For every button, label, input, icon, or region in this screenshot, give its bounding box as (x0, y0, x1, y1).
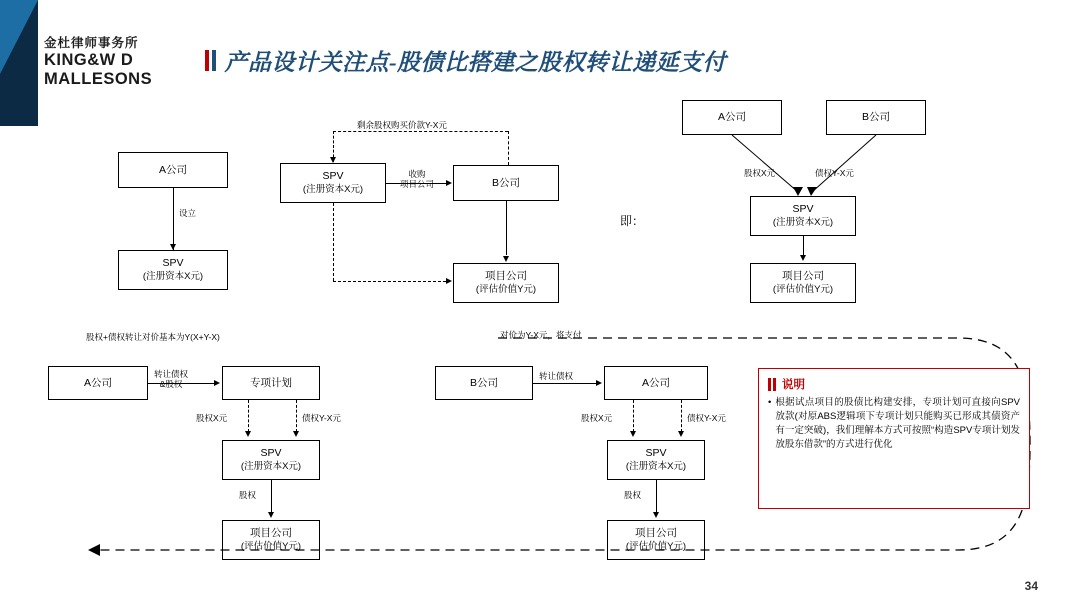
g2-spv-to-b-arrow (446, 180, 452, 186)
g4-a-to-plan-arrow (214, 380, 220, 386)
g2-box-spv-label: SPV (322, 170, 344, 182)
g2-dashed-top-right-riser (508, 131, 509, 165)
note-bullet-icon: • (768, 397, 772, 408)
brand-corner-graphic (0, 0, 38, 126)
g4-dashed-equity-line (248, 400, 249, 432)
g5-label-equity-x: 股权X元 (581, 413, 613, 423)
g4-box-project-company-label: 项目公司 (250, 527, 292, 539)
note-body (768, 396, 1020, 452)
g3-label-debt-yx: 债权Y-X元 (815, 168, 854, 178)
g4-box-special-plan (222, 366, 320, 400)
connector-word: 即： (620, 214, 645, 228)
note-header (768, 376, 1020, 392)
page-title-text: 产品设计关注点-股债比搭建之股权转让递延支付 (224, 50, 727, 75)
g5-box-project-company-sublabel: (评估价值Y元) (625, 541, 687, 552)
g2-dashed-top-line (333, 131, 508, 132)
g2-b-to-project-line (506, 201, 507, 255)
title-marker-icon (205, 50, 216, 71)
g4-label-transfer-consideration: 股权+债权转让对价基本为Y(X+Y-X) (86, 332, 220, 342)
brand-name-en-line2: MALLESONS (44, 70, 153, 88)
g4-box-a-company (48, 366, 148, 400)
g4-spv-to-project-arrow (268, 512, 274, 518)
g4-box-project-company (222, 520, 320, 560)
g5-box-spv (607, 440, 705, 480)
g5-dashed-equity-line (633, 400, 634, 432)
g3-box-spv-sublabel: (注册资本X元) (772, 217, 834, 228)
g4-label-equity-x: 股权X元 (196, 413, 228, 423)
g5-label-transfer-debt: 转让债权 (539, 371, 574, 381)
g2-dashed-bottom-riser (333, 203, 334, 281)
g5-label-consideration: 对价为Y-X元，将支付 (500, 330, 582, 340)
g4-label-equity: 股权 (239, 490, 257, 500)
g5-box-a-company (604, 366, 708, 400)
g5-dashed-debt-line (681, 400, 682, 432)
g2-box-project-company-sublabel: (评估价值Y元) (475, 284, 537, 295)
brand-name-cn: 金杜律师事务所 (44, 36, 139, 50)
g5-box-b-company (435, 366, 533, 400)
g3-box-b-company-label: B公司 (861, 111, 890, 123)
g3-box-spv (750, 196, 856, 236)
g1-label-establish: 设立 (179, 208, 197, 218)
g2-label-remaining-equity-price: 剩余股权购买价款Y-X元 (357, 120, 447, 130)
g2-box-spv-sublabel: (注册资本X元) (302, 184, 364, 195)
g5-box-spv-label: SPV (645, 447, 667, 459)
g4-label-transfer-debt-equity: 转让债权 &股权 (154, 369, 189, 389)
g2-box-project-company (453, 263, 559, 303)
note-bullet-text: 根据试点项目的股债比构建安排，专项计划可直接向SPV放款(对原ABS逻辑项下专项计划只能购买已形成其债资产有一定突破)，我们理解本方式可按照“构造SPV专项计划发放股东借款”的方式进行优化 (775, 397, 1020, 450)
g1-box-a-company-label: A公司 (158, 163, 187, 176)
note-marker-icon (768, 378, 776, 391)
g2-label-acquire: 收购 项目公司 (400, 169, 435, 189)
g3-box-project-company-label: 项目公司 (782, 270, 824, 282)
g3-connector-lines (680, 130, 940, 202)
g2-box-b-company-label: B公司 (491, 176, 520, 189)
page-number: 34 (1024, 579, 1038, 593)
g2-dashed-top-arrow (330, 157, 336, 163)
g5-box-project-company-label: 项目公司 (635, 527, 677, 539)
g4-dashed-equity-arrow (245, 431, 251, 437)
brand-name-en-line1: KING&W D (44, 51, 134, 69)
g5-label-equity: 股权 (624, 490, 642, 500)
g3-box-spv-label: SPV (792, 203, 814, 215)
g4-spv-to-project-line (271, 480, 272, 513)
g2-dashed-bottom-arrow (446, 278, 452, 284)
note-panel (758, 368, 1030, 509)
g1-connector-line (173, 188, 174, 250)
g4-box-spv (222, 440, 320, 480)
g3-box-a-company-label: A公司 (717, 111, 746, 123)
g1-box-spv (118, 250, 228, 290)
g5-box-b-company-label: B公司 (469, 376, 498, 389)
page-title (205, 44, 726, 77)
g5-dashed-debt-arrow (678, 431, 684, 437)
g5-dashed-equity-arrow (630, 431, 636, 437)
g4-dashed-debt-arrow (293, 431, 299, 437)
g4-box-special-plan-label: 专项计划 (250, 376, 292, 389)
g5-box-spv-sublabel: (注册资本X元) (625, 461, 687, 472)
g1-box-spv-sublabel: (注册资本X元) (142, 271, 204, 282)
g4-box-a-company-label: A公司 (83, 376, 112, 389)
g4-label-debt-yx: 债权Y-X元 (302, 413, 341, 423)
g5-b-to-a-line (533, 383, 596, 384)
g3-label-equity-x: 股权X元 (744, 168, 776, 178)
brand-logo (44, 36, 194, 89)
g4-box-spv-sublabel: (注册资本X元) (240, 461, 302, 472)
g2-box-b-company (453, 165, 559, 201)
g3-spv-to-project-arrow (800, 255, 806, 261)
g4-dashed-debt-line (296, 400, 297, 432)
g3-box-project-company-sublabel: (评估价值Y元) (772, 284, 834, 295)
g5-spv-to-project-line (656, 480, 657, 513)
g2-b-to-project-arrow (503, 256, 509, 262)
note-title: 说明 (782, 379, 805, 391)
g5-box-a-company-label: A公司 (641, 376, 670, 389)
g5-label-debt-yx: 债权Y-X元 (687, 413, 726, 423)
g5-b-to-a-arrow (596, 380, 602, 386)
g3-box-project-company (750, 263, 856, 303)
g5-spv-to-project-arrow (653, 512, 659, 518)
g2-box-project-company-label: 项目公司 (485, 270, 527, 282)
g3-spv-to-project-line (803, 236, 804, 257)
corner-blue-shape (0, 0, 38, 74)
g5-box-project-company (607, 520, 705, 560)
g2-box-spv (280, 163, 386, 203)
g2-dashed-bottom-line (333, 281, 446, 282)
g1-box-spv-label: SPV (162, 257, 184, 269)
g4-box-project-company-sublabel: (评估价值Y元) (240, 541, 302, 552)
g1-box-a-company (118, 152, 228, 188)
g4-box-spv-label: SPV (260, 447, 282, 459)
